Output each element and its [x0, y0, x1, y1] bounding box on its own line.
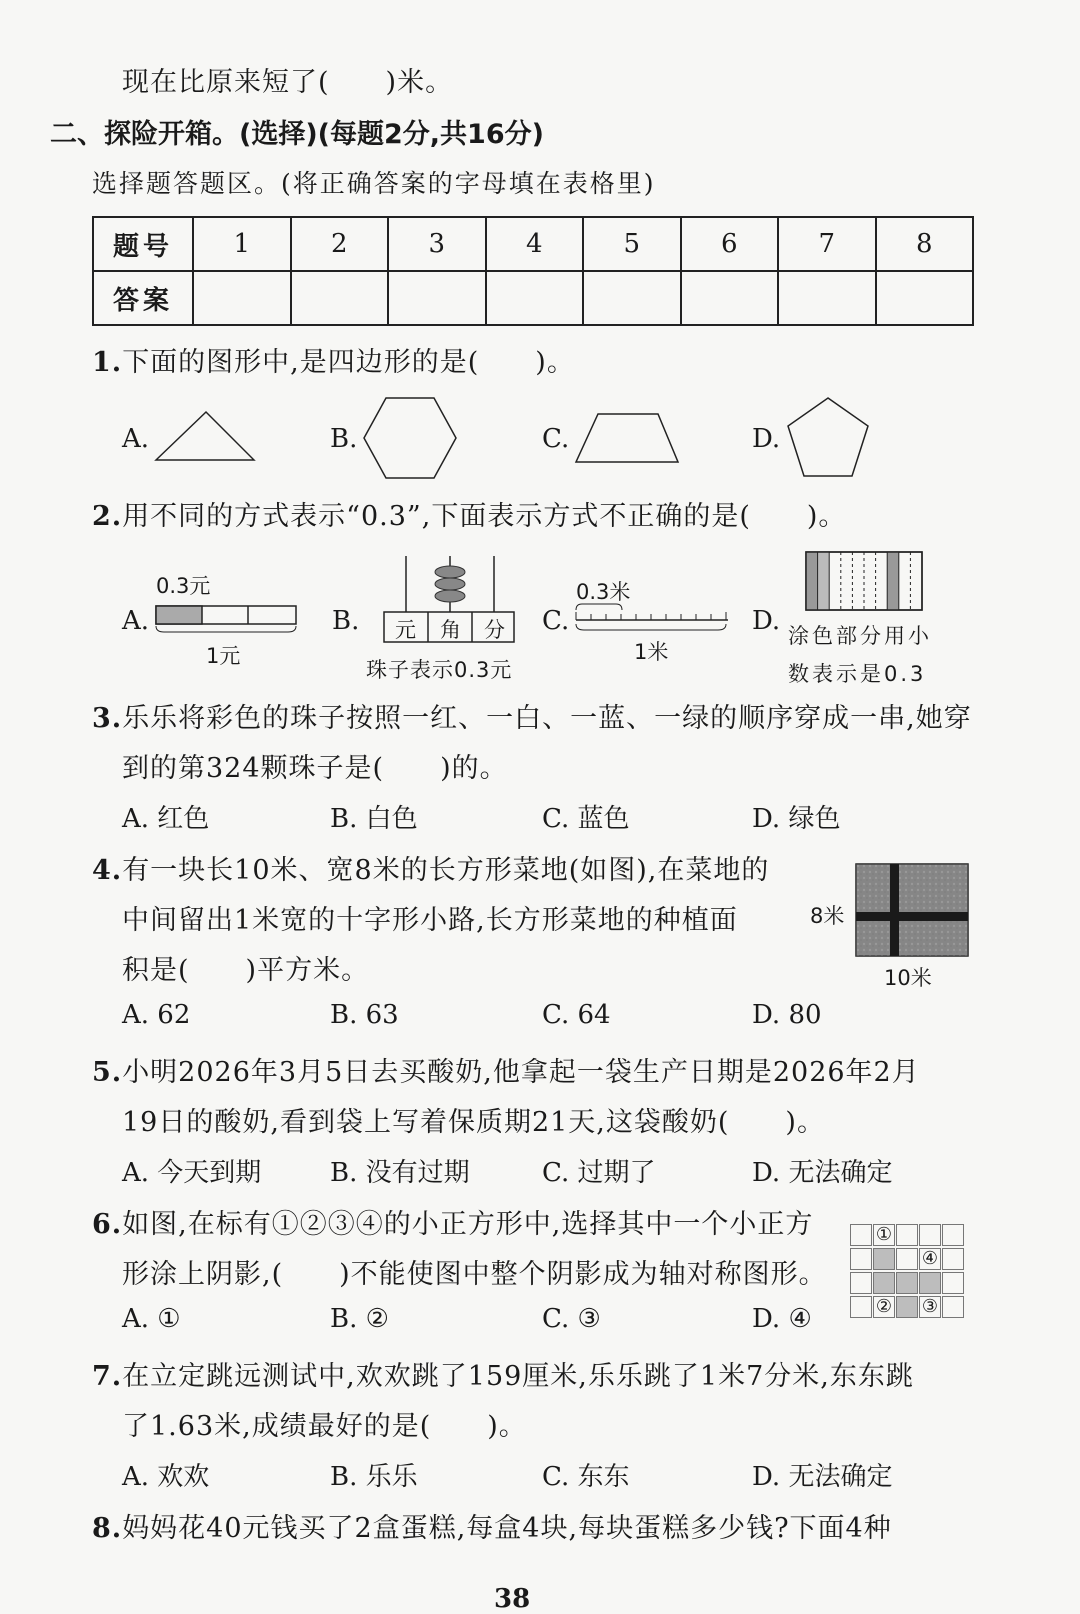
option-label: B.	[332, 606, 360, 636]
question-number: 6.	[92, 1209, 123, 1240]
option-d: D. 无法确定	[752, 1158, 893, 1188]
abacus-label-yuan: 元	[395, 618, 416, 642]
answer-cell[interactable]	[681, 271, 779, 325]
question-5	[92, 1050, 920, 1089]
ruler-diagram	[576, 602, 730, 638]
question-number-cell: 2	[291, 217, 389, 271]
answer-cell[interactable]	[291, 271, 389, 325]
question-number-cell: 6	[681, 217, 779, 271]
answer-cell[interactable]	[388, 271, 486, 325]
option-a: A. 今天到期	[122, 1158, 262, 1188]
option-b: B. 白色	[330, 804, 418, 834]
question-number: 5.	[92, 1057, 123, 1088]
option-a: A. ①	[122, 1304, 181, 1334]
option-b: B. 没有过期	[330, 1158, 470, 1188]
pentagon-shape	[786, 396, 870, 478]
question-text: 下面的图形中,是四边形的是( )。	[122, 347, 575, 378]
table-header-cell: 题号	[93, 217, 193, 271]
question-number-cell: 1	[193, 217, 291, 271]
option-label: C.	[542, 606, 570, 636]
option-a: A. 欢欢	[122, 1462, 210, 1492]
question-number: 8.	[92, 1513, 123, 1544]
option-b: B. ②	[330, 1304, 389, 1334]
option-c: C. 64	[542, 1000, 611, 1030]
answer-cell[interactable]	[778, 271, 876, 325]
symmetry-grid	[850, 1224, 968, 1320]
carryover-line: 现在比原来短了( )米。	[122, 67, 454, 98]
question-text: 小明2026年3月5日去买酸奶,他拿起一袋生产日期是2026年2月	[122, 1057, 920, 1088]
option-label: A.	[122, 606, 150, 636]
table-row	[93, 271, 973, 325]
option-a: A. 62	[122, 1000, 191, 1030]
answer-cell[interactable]	[876, 271, 974, 325]
question-number-cell: 8	[876, 217, 974, 271]
option-c: C. 蓝色	[542, 804, 630, 834]
bar-top-label: 0.3元	[156, 574, 211, 598]
money-bar-diagram	[156, 604, 298, 634]
field-length-label: 10米	[884, 966, 932, 990]
question-number: 1.	[92, 347, 123, 378]
ruler-top-label: 0.3米	[576, 580, 631, 604]
question-text: 到的第324颗珠子是( )的。	[122, 753, 508, 784]
striped-caption-1: 涂色部分用小	[788, 624, 932, 648]
grid-mark-2: ②	[873, 1296, 895, 1318]
option-label: B.	[330, 424, 358, 454]
question-text: 用不同的方式表示“0.3”,下面表示方式不正确的是( )。	[122, 501, 847, 532]
option-c: C. 东东	[542, 1462, 630, 1492]
striped-caption-2: 数表示是0.3	[788, 662, 927, 686]
bar-bottom-label: 1元	[206, 644, 241, 668]
question-7	[92, 1354, 914, 1393]
option-label: A.	[122, 424, 150, 454]
question-number: 4.	[92, 855, 123, 886]
option-c: C. 过期了	[542, 1158, 656, 1188]
option-c: C. ③	[542, 1304, 601, 1334]
abacus-caption: 珠子表示0.3元	[366, 658, 513, 682]
option-d: D. 绿色	[752, 804, 841, 834]
option-b: B. 乐乐	[330, 1462, 418, 1492]
option-label: D.	[752, 424, 781, 454]
question-text: 乐乐将彩色的珠子按照一红、一白、一蓝、一绿的顺序穿成一串,她穿	[122, 703, 972, 734]
question-number-cell: 5	[583, 217, 681, 271]
question-text: 如图,在标有①②③④的小正方形中,选择其中一个小正方	[122, 1209, 814, 1240]
question-text: 有一块长10米、宽8米的长方形菜地(如图),在菜地的	[122, 855, 770, 886]
option-d: D. 80	[752, 1000, 822, 1030]
question-number-cell: 7	[778, 217, 876, 271]
triangle-shape	[156, 410, 256, 462]
page-number: 38	[494, 1584, 531, 1614]
table-row	[93, 217, 973, 271]
question-text: 妈妈花40元钱买了2盒蛋糕,每盒4块,每块蛋糕多少钱?下面4种	[122, 1513, 892, 1544]
option-label: C.	[542, 424, 570, 454]
question-number: 7.	[92, 1361, 123, 1392]
answer-cell[interactable]	[583, 271, 681, 325]
hexagon-shape	[364, 396, 458, 480]
option-a: A. 红色	[122, 804, 210, 834]
question-4	[92, 848, 769, 887]
option-b: B. 63	[330, 1000, 399, 1030]
ruler-bottom-label: 1米	[634, 640, 669, 664]
option-label: D.	[752, 606, 781, 636]
grid-mark-4: ④	[919, 1248, 941, 1270]
abacus-label-fen: 分	[484, 618, 505, 642]
question-text: 中间留出1米宽的十字形小路,长方形菜地的种植面	[122, 905, 738, 936]
question-text: 了1.63米,成绩最好的是( )。	[122, 1411, 527, 1442]
option-d: D. 无法确定	[752, 1462, 893, 1492]
question-number: 2.	[92, 501, 123, 532]
question-number-cell: 3	[388, 217, 486, 271]
question-number: 3.	[92, 703, 123, 734]
question-3	[92, 696, 972, 735]
section-instruction: 选择题答题区。(将正确答案的字母填在表格里)	[92, 169, 656, 198]
question-text: 形涂上阴影,( )不能使图中整个阴影成为轴对称图形。	[122, 1259, 827, 1290]
question-8	[92, 1506, 892, 1545]
abacus-label-jiao: 角	[440, 618, 461, 642]
question-6	[92, 1202, 813, 1241]
question-text: 在立定跳远测试中,欢欢跳了159厘米,乐乐跳了1米7分米,东东跳	[122, 1361, 914, 1392]
field-width-label: 8米	[810, 904, 845, 928]
answer-cell[interactable]	[486, 271, 584, 325]
question-text: 积是( )平方米。	[122, 955, 370, 986]
grid-mark-3: ③	[919, 1296, 941, 1318]
question-text: 19日的酸奶,看到袋上写着保质期21天,这袋酸奶( )。	[122, 1107, 825, 1138]
question-1	[92, 340, 575, 379]
table-header-cell: 答案	[93, 271, 193, 325]
answer-table	[92, 216, 974, 326]
section-title: 二、探险开箱。(选择)(每题2分,共16分)	[50, 119, 544, 150]
striped-rectangle-diagram	[806, 552, 924, 612]
grid-mark-1: ①	[873, 1224, 895, 1246]
question-number-cell: 4	[486, 217, 584, 271]
question-2	[92, 494, 846, 533]
option-d: D. ④	[752, 1304, 812, 1334]
trapezoid-shape	[576, 412, 680, 464]
answer-cell[interactable]	[193, 271, 291, 325]
vegetable-field-diagram	[856, 864, 970, 958]
